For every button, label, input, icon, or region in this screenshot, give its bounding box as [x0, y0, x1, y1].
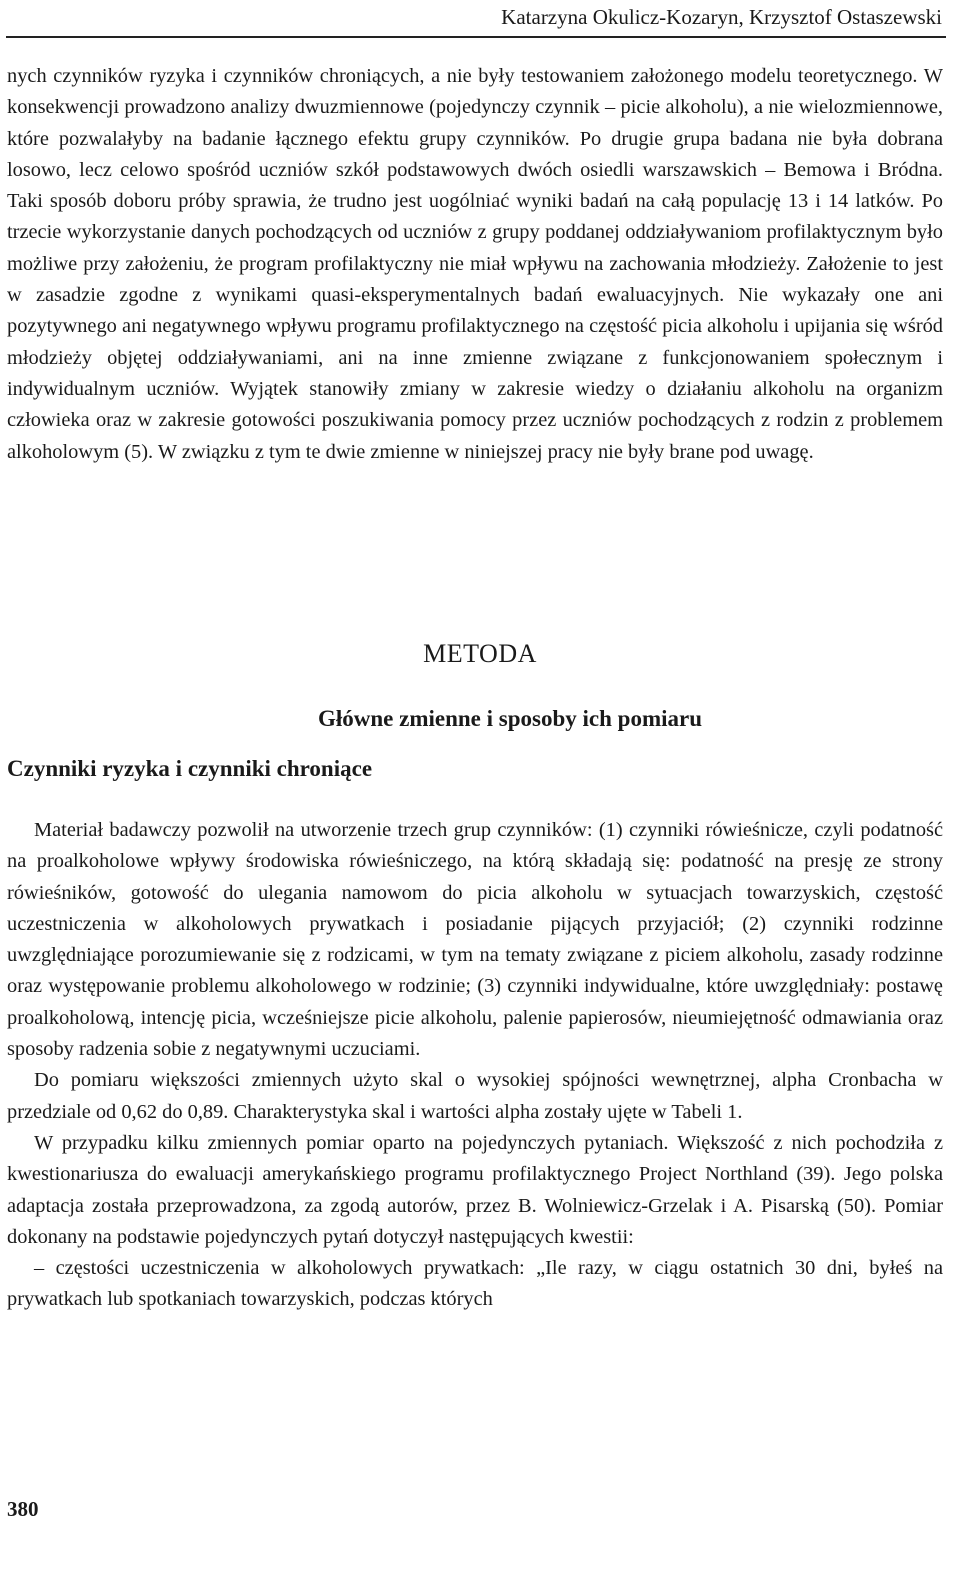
section-subsubtitle: Czynniki ryzyka i czynniki chroniące — [7, 756, 373, 781]
method-paragraph-1: Materiał badawczy pozwolił na utworzenie trzech grup czynników: (1) czynniki rówieśnicze, czyli podatność na proalkoholowe wpływy środowiska rówieśniczego, na którą składają się: podatność na presję ze strony rówieśników, gotowość do ulegania namowom do picia alkoholu w sytuacjach towarzyskich, częstość uczestniczenia w alkoholowych prywatkach i posiadanie pijących przyjaciół; (2) czynniki rodzinne uwzględniające porozumiewanie się z rodzicami, w tym na tematy związane z piciem alkoholu, zasady rodzinne oraz występowanie problemu alkoholowego w rodzinie; (3) czynniki indywidualne, które uwzględniały: postawę proalkoholową, intencję picia, wcześniejsze picie alkoholu, palenie papierosów, nieumiejętność odmawiania oraz sposoby radzenia sobie z negatywnymi uczuciami. — [7, 819, 943, 1061]
section-subtitle: Główne zmienne i sposoby ich pomiaru — [317, 706, 702, 731]
page-number: 380 — [7, 1497, 39, 1521]
method-paragraph-4: – częstości uczestniczenia w alkoholowych prywatkach: „Ile razy, w ciągu ostatnich 30 dni, byłeś na prywatkach lub spotkaniach towarzyskich, podczas których — [7, 1257, 943, 1311]
intro-paragraph: nych czynników ryzyka i czynników chroniących, a nie były testowaniem założonego modelu teoretycznego. W konsekwencji prowadzono analizy dwuzmiennowe (pojedynczy czynnik – picie alkoholu), a nie wielozmiennowe, które pozwalałyby na badanie łącznego efektu grupy czynników. Po drugie grupa badana nie była dobrana losowo, lecz celowo spośród uczniów szkół podstawowych dwóch osiedli warszawskich – Bemowa i Bródna. Taki sposób doboru próby sprawia, że trudno jest uogólniać wyniki badań na całą populację 13 i 14 latków. Po trzecie wykorzystanie danych pochodzących od uczniów z grupy poddanej oddziaływaniom profilaktycznym było możliwe przy założeniu, że program profilaktyczny nie miał wpływu na zachowania młodzieży. Założenie to jest w zasadzie zgodne z wynikami quasi-eksperymentalnych badań ewaluacyjnych. Nie wykazały one ani pozytywnego ani negatywnego wpływu programu profilaktycznego na częstość picia alkoholu i upijania się wśród młodzieży objętej oddziaływaniami, ani na inne zmienne związane z funkcjonowaniem społecznym i indywidualnym uczniów. Wyjątek stanowiły zmiany w zakresie wiedzy o działaniu alkoholu na organizm człowieka oraz w zakresie gotowości poszukiwania pomocy przez uczniów pochodzących z rodzin z problemem alkoholowym (5). W związku z tym te dwie zmienne w niniejszej pracy nie były brane pod uwagę. — [7, 65, 943, 463]
method-paragraph-2: Do pomiaru większości zmiennych użyto skal o wysokiej spójności wewnętrznej, alpha Cronbacha w przedziale od 0,62 do 0,89. Charakterystyka skal i wartości alpha zostały ujęte w Tabeli 1. — [7, 1069, 943, 1123]
method-text-block — [7, 815, 943, 1316]
intro-text-block — [7, 61, 943, 468]
method-paragraph-3: W przypadku kilku zmiennych pomiar oparto na pojedynczych pytaniach. Większość z nich pochodziła z kwestionariusza do ewaluacji amerykańskiego programu profilaktycznego Project Northland (39). Jego polska adaptacja została przeprowadzona, za zgodą autorów, przez B. Wolniewicz-Grzelak i A. Pisarską (50). Pomiar dokonany na podstawie pojedynczych pytań dotyczył następujących kwestii: — [7, 1131, 943, 1248]
header-rule — [6, 36, 946, 38]
running-header-authors: Katarzyna Okulicz-Kozaryn, Krzysztof Ostaszewski — [501, 5, 942, 29]
section-title: METODA — [423, 639, 537, 668]
